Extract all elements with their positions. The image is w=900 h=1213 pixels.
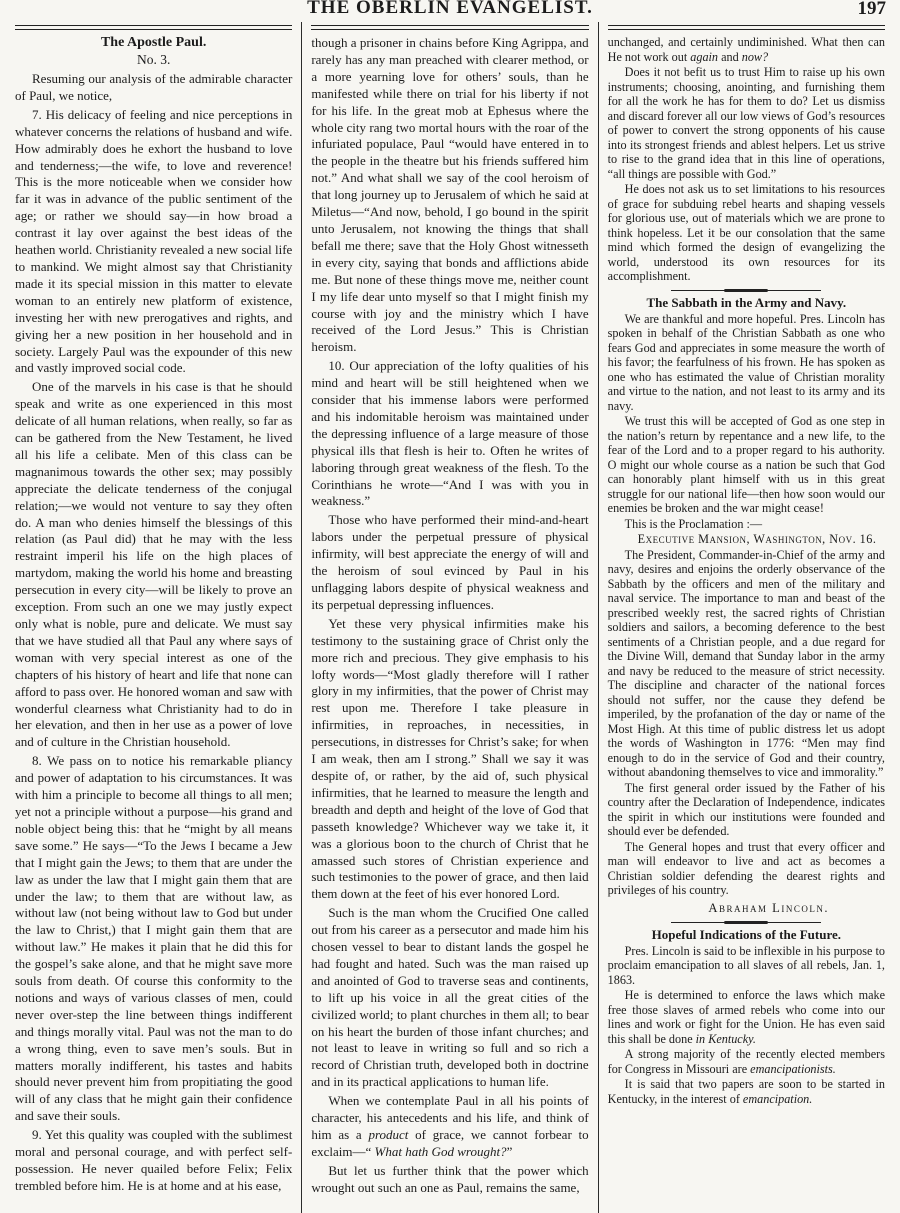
paragraph-segment-italic: emancipationists. [750,1061,836,1076]
masthead-title: THE OBERLIN EVANGELIST. [307,0,593,18]
paragraph: We trust this will be accepted of God as one step in the nation’s return by repentance and a new life, to the fear of the Lord and to a proper regard to his authority. O might our whole course as a nation be such that God can honorably plant himself with us in this great struggle for our national life—then how soon would our enemies be broken and the war might cease! [607,414,885,515]
dateline: Executive Mansion, Washington, Nov. 16. [637,532,877,546]
paragraph-segment: and [718,49,742,64]
paragraph-segment: He is determined to enforce the laws which make free those slaves of armed rebels who come into our lines and work or fight for the Union. He has even said this shall be done [607,988,885,1046]
paragraph: This is the Proclamation :— [624,516,763,531]
paragraph: Resuming our analysis of the admirable character of Paul, we notice, [15,71,293,103]
paragraph-segment: unchanged, and certainly undiminished. What then can He not work out [607,35,885,64]
page-number: 197 [857,0,886,19]
section-divider [671,290,821,291]
article-heading-hopeful: Hopeful Indications of the Future. [651,926,841,942]
paragraph-segment-italic: product [368,1127,409,1142]
article-heading-apostle-paul: The Apostle Paul. [100,35,207,50]
paragraph: The first general order issued by the Father of his country after the Declaration of Independence, indicates the spirit in which our institutions were founded and should ever be defended. [607,780,885,838]
paragraph: Does it not befit us to trust Him to raise up his own instruments; choosing, anointing, and furnishing them for all the work he has for them to do? Let us dismiss and discard forever all our low views of God’s resources of power to convert the strong opponents of his cause into its strongest friends and ablest helpers. Let us strive to rise to the grand idea that in this line of operations, “all things are possible with God.” [607,65,885,181]
paragraph: Pres. Lincoln is said to be inflexible in his purpose to proclaim emancipation to all slaves of all rebels, Jan. 1, 1863. [607,943,885,987]
paragraph: 9. Yet this quality was coupled with the sublimest moral and personal courage, and with perfect self-possession. He never quailed before Felix; Felix trembled before him. He is at home and at his ease, [15,1127,293,1193]
column-right-text [608,35,885,1106]
paragraph-segment: When we contemplate Paul in all his points of character, his antecedents and his life, and think of him as a [311,1093,589,1142]
paragraph-segment: of grace, we cannot forbear to exclaim—“ [311,1127,589,1159]
paragraph: Those who have performed their mind-and-heart labors under the perpetual pressure of physical infirmity, will best appreciate the energy of will and the heroism of soul evinced by Paul in his unflagging labors despite of physical weakness and its perpetual depressing influences. [311,512,589,612]
paragraph [311,1093,588,1161]
column-center-text [311,35,588,1197]
paragraph: One of the marvels in his case is that he should speak and write as one experienced in this most delicate of all human relations, when really, so far as can be gathered from the New Testament, he lived all his life a celibate. Men of this class can be magnanimous towards the other sex; may possibly appreciate the delicate tenderness of the conjugal relation;—we would not venture to say they often do. A man who denies himself the blessings of this relation (as Paul did) that he may with the less restraint imperil his life on the high places of martydom, making the world his home and breasting persecution in every city—will be likely to prove an exception. From such an one we may justly expect only what is noble, pure and delicate. We must say that we have studied all that Paul any where says of woman with very special interest as one of the chapters of his history of heart and life that none can afford to pass over. He honored woman and saw with wonderful clearness what Christianity had to do in her elevation, and then in her use as a power of love and of culture in the Christian household. [15,379,293,750]
article-number: No. 3. [136,52,171,67]
section-divider [671,922,821,923]
article-heading-sabbath: The Sabbath in the Army and Navy. [646,294,847,310]
paragraph: Yet these very physical infirmities make his testimony to the sustaining grace of Christ only the more rich and precious. They give emphasis to his lofty words—“Most gladly therefore will I rather glory in my infirmities, that the power of Christ may rest upon me. Therefore I take pleasure in infirmities, in reproaches, in necessities, in persecutions, in distresses for Christ’s sake; for when I am weak, then am I strong.” Shall we say it was despite of, or rather, by the aid of, such physical infirmities, that he learned to measure the length and breadth and depth and height of the love of God that passeth knowledge? Whichever way we take it, it was a glorious boon to the church of Christ that he amassed such stores of Christian experience and such testimonies to the power of grace, and then laid them down at the feet of his ever honored Lord. [311,615,589,902]
paragraph: We are thankful and more hopeful. Pres. Lincoln has spoken in behalf of the Christian Sabbath as one who fears God and appreciates in some measure the worth of his favor; the fearfulness of his frown. He has spoken as one who has estimated the value of Christian morality and virtue to the nation, and not least to its army and its navy. [607,311,885,413]
paragraph-segment: ” [506,1143,513,1159]
paragraph: 10. Our appreciation of the lofty qualities of his mind and heart will be still heightened when we consider that his immense labors were performed and his indomitable heroism was maintained under the depressing influence of a large measure of those physical ills that flesh is heir to. Often he writes of laboring through great weakness of the flesh. To the Corinthians he wrote—“And I was with you in weakness.” [311,358,589,509]
column-left-text [15,35,292,1195]
paragraph: The General hopes and trust that every officer and man will endeavor to live and act as becomes a Christian soldier defending the dearest rights and privileges of his country. [607,839,885,897]
paragraph: He does not ask us to set limitations to his resources of grace for subduing rebel hearts and shaping vessels for glorious use, out of materials which we are prone to think hopeless. Let it be our consolation that the same mind which formed the design of evangelizing the world, understood its own resources for its accomplishment. [607,182,885,283]
paragraph: Such is the man whom the Crucified One called out from his career as a persecutor and made him his chosen vessel to bear to distant lands the gospel he had fought and hated. Such was the man raised up and anointed of God to traverse seas and continents, to lift up his voice in all the great cities of the civilized world; to plant churches in them all; to bear on his heart the burden of those infant churches; and not least to leave in writing so full and so rich a record of Christian truth, developed both in doctrine and in its practical applications to human life. [311,905,589,1090]
column-top-rule [311,25,588,30]
paragraph: The President, Commander-in-Chief of the army and navy, desires and enjoins the orderly observance of the Sabbath by the officers and men of the military and naval service. The importance to man and beast of the prescribed weekly rest, the sacred rights of Christian soldiers and sailors, a becoming deference to the best sentiments of a Christian people, and a due regard for the Divine Will, demand that Sunday labor in the army and navy be reduced to the measure of strict necessity. The discipline and character of the national forces should not suffer, nor the cause they defend be imperiled, by the profanation of the day or name of the Most High. At this time of public distress let us adopt the words of Washington in 1776: “Men may find enough to do in the service of God and their country, without abandoning themselves to vice and immorality.” [607,547,885,779]
paragraph [608,1077,885,1106]
signature-abraham-lincoln: Abraham Lincoln. [708,900,829,915]
paragraph-segment: A strong majority of the recently elected members for Congress in Missouri are [607,1047,885,1076]
paragraph: But let us further think that the power which wrought out such an one as Paul, remains the same, [311,1162,589,1195]
paragraph-segment-italic: in Kentucky. [695,1031,756,1046]
paragraph: 7. His delicacy of feeling and nice perceptions in whatever concerns the relations of husband and wife. How admirably does he exhort the husband to love and tenderness;—the wife, to love and reverence! This is the more noticeable when we consider how far it was in advance of the public sentiment of the age; or rather we should say—in how broad a contrast it lay over against the best ideas of the heathen world. Christianity revealed a new social life to mankind. We might almost say that Christianity made it its special mission in this matter to elevate woman to an entirely new platform of existence, investing her with new prerogatives and rights, and giving her a new position in her household and in society. Largely Paul was the expounder of this new and vastly improved social code. [15,106,293,376]
column-top-rule [608,25,885,30]
paragraph [608,35,885,64]
paragraph-segment-italic: again [690,49,719,64]
paragraph-segment-italic: What hath God wrought? [374,1143,507,1159]
paragraph-segment: It is said that two papers are soon to be started in Kentucky, in the interest of [607,1077,885,1106]
column-top-rule [15,25,292,30]
paragraph: though a prisoner in chains before King Agrippa, and rarely has any man preached with clearer method, or a more yearning love for others’ souls, than he manifested while there on trial for his liberty if not for his life. In the great mob at Ephesus where the whole city rang two mortal hours with the roar of the infuriated populace, Paul “would have entered in to the people in the theatre but his friends suffered him not.” And what shall we say of the cool heroism of that long journey up to Jerusalem of which he said at Miletus—“And now, behold, I go bound in the spirit unto Jerusalem, not knowing the things that shall befall me there; save that the Holy Ghost witnesseth in every city, saying that bonds and afflictions abide me. But none of these things move me, neither count I my life dear unto myself so that I might finish my course with joy and the ministry which I have received of the Lord Jesus.” This is Christian heroism. [311,35,589,355]
paragraph [608,1047,885,1076]
column-left [6,22,301,1213]
paragraph-segment-italic: now? [741,49,769,64]
column-right [598,22,894,1213]
column-center [301,22,597,1213]
paragraph-segment-italic: emancipation. [742,1091,813,1106]
paragraph: 8. We pass on to notice his remarkable pliancy and power of adaptation to his circumstances. It was with him a principle to become all things to all men; yet not a principle without a purpose—his grand and noble object being this: that he “might by all means save some.” He says—“To the Jews I became a Jew that I might gain the Jews; to them that are under the law as under the law that I might gain them that are under the law; to them that are without law, as without law (not being without law to God but under the law to Christ,) that I might gain them that are without law.” He makes it plain that he did this for the gospel’s sake alone, and that he might save more souls from death. Of course this conformity to the notions and ways of various classes of men, could never over-step the line between things indifferent and things morally vital. Paul was not the man to do a wrong thing, even to save men’s souls. But in matters morally indifferent, his tastes and habits should never prevent him from propitiating the good will of any class that he might gain their confidence and save their souls. [15,753,293,1124]
columns-container [6,22,894,1213]
paragraph [608,988,885,1046]
